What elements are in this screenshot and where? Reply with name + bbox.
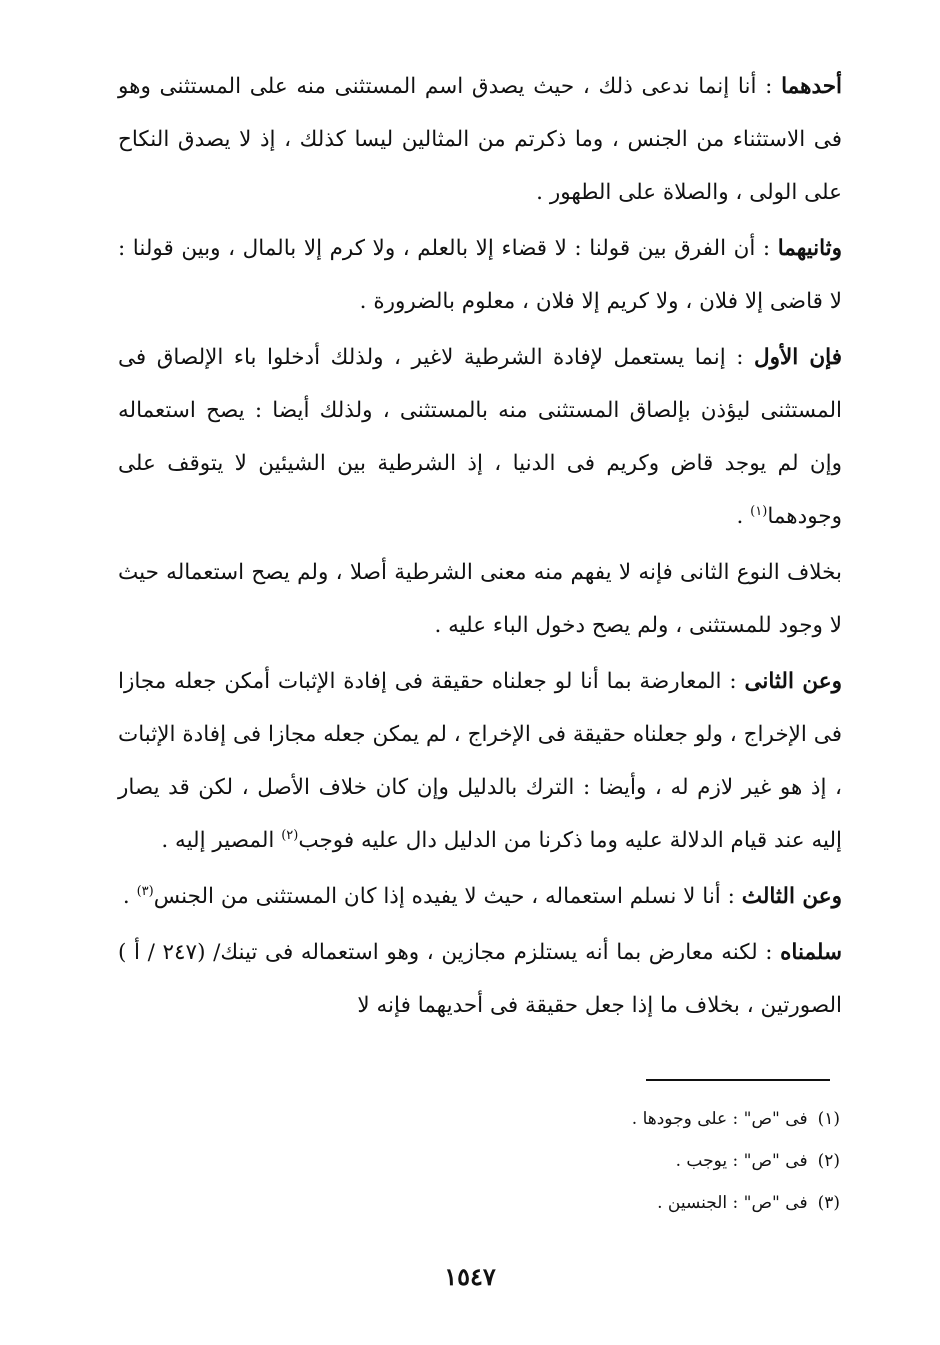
paragraph-lead: أحدهما	[781, 74, 842, 99]
main-text	[118, 60, 842, 1035]
paragraph-1	[118, 60, 842, 219]
paragraph-body: : إنما يستعمل لإفادة الشرطية لاغير ، ولذلك أدخلوا باء الإلصاق فى المستثنى ليؤذن بإلصاق المستثنى منه بالمستثنى ، ولذلك أيضا : يصح استعماله وإن لم يوجد قاض وكريم فى الدنيا ، إذ الشرطية بين الشيئين لا يتوقف على وجودهما	[118, 345, 842, 529]
paragraph-lead: وعن الثالث	[741, 884, 842, 909]
footnote-text: فى "ص" : يوجب .	[675, 1151, 808, 1171]
paragraph-3	[118, 331, 842, 543]
footnote-reference: (٣)	[136, 883, 154, 899]
paragraph-4	[118, 546, 842, 652]
footnote-1	[440, 1098, 840, 1140]
page-number: ١٥٤٧	[444, 1262, 496, 1291]
paragraph-body: : لكنه معارض بما أنه يستلزم مجازين ، وهو استعماله فى تينك/ (٢٤٧ / أ ) الصورتين ، بخلاف ما إذا جعل حقيقة فى أحديهما فإنه لا	[118, 940, 842, 1018]
footnote-3	[440, 1182, 840, 1224]
footnote-marker: (٢)	[817, 1151, 840, 1171]
paragraph-2	[118, 222, 842, 328]
paragraph-7	[118, 926, 842, 1032]
paragraph-lead: وثانيهما	[777, 236, 842, 261]
paragraph-6	[118, 870, 842, 923]
paragraph-lead: فإن الأول	[753, 345, 842, 370]
paragraph-lead: سلمناه	[780, 940, 843, 965]
paragraph-body: : المعارضة بما أنا لو جعلناه حقيقة فى إفادة الإثبات أمكن جعله مجازا فى الإخراج ، ولو جعلناه حقيقة فى الإخراج ، لم يمكن جعله مجازا فى إفادة الإثبات ، إذ هو غير لازم له ، وأيضا : الترك بالدليل وإن كان خلاف الأصل ، لكن قد يصار إليه عند قيام الدلالة عليه وما ذكرنا من الدليل دال عليه فوجب	[118, 669, 842, 853]
footnote-separator	[646, 1079, 830, 1081]
footnote-2	[440, 1140, 840, 1182]
footnote-marker: (٣)	[817, 1193, 840, 1213]
paragraph-body: : أنا إنما ندعى ذلك ، حيث يصدق اسم المستثنى منه على المستثنى وهو فى الاستثناء من الجنس ، وما ذكرتم من المثالين ليسا كذلك ، إذ لا يصدق النكاح على الولى ، والصلاة على الطهور .	[118, 74, 842, 205]
paragraph-body-end: المصير إليه .	[161, 828, 282, 853]
footnote-text: فى "ص" : الجنسين .	[657, 1193, 808, 1213]
paragraph-body: : أنا لا نسلم استعماله ، حيث لا يفيده إذا كان المستثنى من الجنس	[153, 884, 742, 909]
footnote-reference: (١)	[750, 503, 768, 519]
paragraph-5	[118, 655, 842, 867]
footnote-marker: (١)	[817, 1109, 840, 1129]
footnote-reference: (٢)	[281, 827, 299, 843]
paragraph-body-end: .	[122, 884, 137, 909]
paragraph-body-end: .	[736, 504, 751, 529]
footnotes	[440, 1098, 840, 1224]
paragraph-body: : أن الفرق بين قولنا : لا قضاء إلا بالعلم ، ولا كرم إلا بالمال ، وبين قولنا : لا قاضى إلا فلان ، ولا كريم إلا فلان ، معلوم بالضرورة .	[118, 236, 842, 314]
paragraph-lead: وعن الثانى	[744, 669, 843, 694]
paragraph-body: بخلاف النوع الثانى فإنه لا يفهم منه معنى الشرطية أصلا ، ولم يصح استعماله حيث لا وجود للمستثنى ، ولم يصح دخول الباء عليه .	[118, 560, 842, 638]
footnote-text: فى "ص" : على وجودها .	[631, 1109, 808, 1129]
